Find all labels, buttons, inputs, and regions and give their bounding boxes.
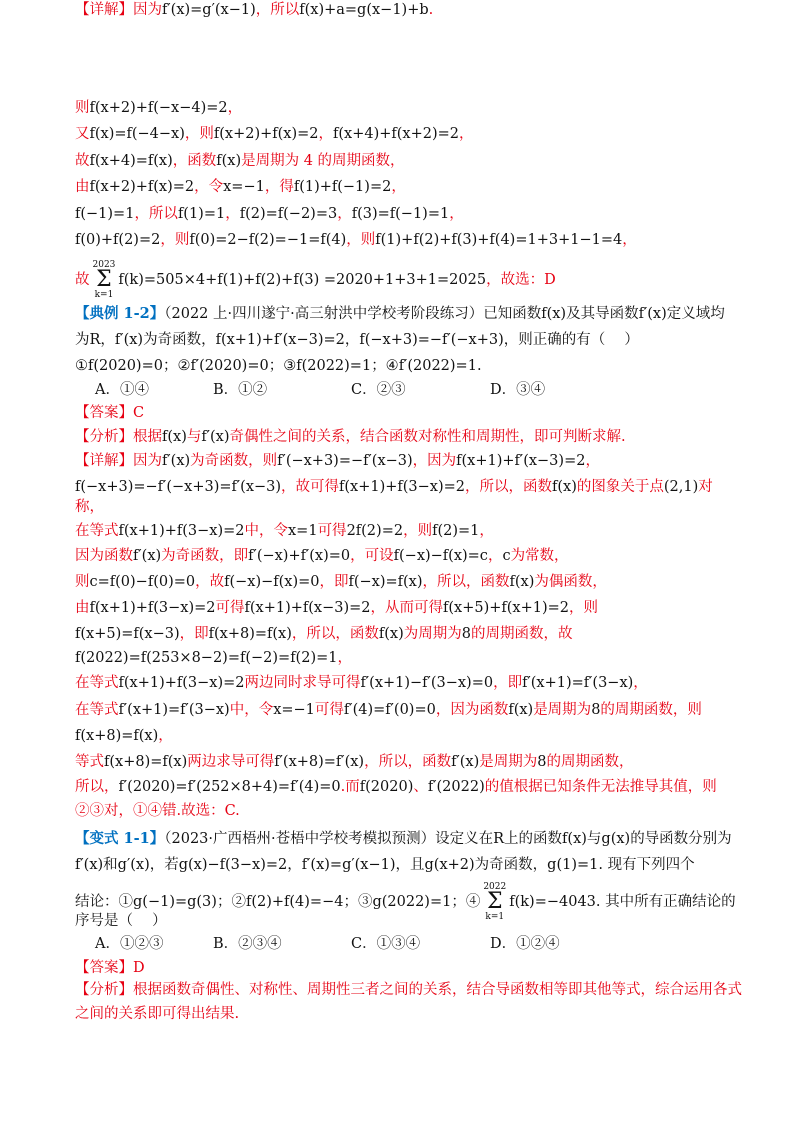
text-segment: 的周期函数， — [546, 754, 634, 770]
text-segment: 结论：① — [75, 894, 133, 910]
text-segment: ， — [449, 206, 464, 222]
math-expression: f′(2022)=1 — [398, 358, 477, 374]
text-segment: 在等式 — [75, 702, 119, 718]
answer-option: A．①④ — [95, 382, 149, 398]
text-line — [75, 497, 740, 517]
text-segment: 【详解】因为 — [75, 453, 162, 469]
math-expression: f′(x+1)−f′(3−x)=0 — [360, 675, 494, 691]
text-line — [75, 124, 740, 144]
text-line — [75, 1004, 740, 1024]
text-segment: ，即 — [179, 626, 209, 642]
math-expression: f(k)=505×4+f(1)+f(2)+f(3) — [118, 272, 320, 288]
math-expression: f(−x+3)=−f′(−x+3)=f′(x−3) — [75, 479, 282, 495]
text-line — [75, 980, 740, 1000]
text-segment: ，故选：D — [486, 272, 556, 288]
text-line — [75, 700, 740, 720]
text-segment: 可得 — [317, 523, 347, 539]
text-segment: 中，令 — [229, 702, 274, 718]
text-line — [75, 230, 740, 250]
text-segment: ，故 — [195, 574, 225, 590]
math-expression: f(x) — [508, 702, 534, 718]
text-segment: ， — [337, 650, 352, 666]
text-segment: 为奇函数， — [474, 857, 548, 873]
math-expression: f′(2022) — [427, 779, 485, 795]
math-expression: 8 — [537, 754, 547, 770]
text-segment: 可得 — [314, 702, 344, 718]
math-expression: f(2022)=f(253×8−2)=f(−2)=f(2)=1 — [75, 650, 338, 666]
text-segment: 的图象关于点 — [576, 479, 664, 495]
math-expression: =2020+1+3+1=2025 — [319, 272, 487, 288]
text-segment: 是周期为 — [479, 754, 538, 770]
text-segment: 所以， — [75, 779, 119, 795]
text-segment: . 其中所有正确结论的 — [595, 894, 736, 910]
text-line — [75, 673, 740, 693]
text-segment: 在等式 — [75, 523, 119, 539]
summation-lower-bound: k=1 — [94, 290, 114, 300]
text-segment: 为周期为 — [403, 626, 462, 642]
math-expression: x=1 — [288, 523, 318, 539]
text-segment: ，且 — [395, 857, 425, 873]
math-expression: f′(2020)=f′(252×8+4)=f′(4)=0 — [118, 779, 341, 795]
text-segment: . — [428, 2, 434, 18]
math-expression: f(2)+f(4)=−4 — [245, 894, 344, 910]
text-line — [75, 177, 740, 197]
text-segment: ， — [225, 206, 240, 222]
math-expression: f(x+5)+f(x+1)=2 — [443, 600, 569, 616]
math-expression: f(x+1)+f(3−x)=2 — [339, 479, 466, 495]
math-expression: f(x)+a=g(x−1)+b — [299, 2, 429, 18]
text-segment: 是周期为 — [533, 702, 592, 718]
math-expression: f(−x+3)=−f′(−x+3) — [359, 332, 504, 348]
math-expression: f′(x) — [451, 754, 480, 770]
text-segment: 序号是（ ） — [75, 913, 167, 929]
text-line — [75, 427, 740, 447]
text-line — [75, 521, 740, 541]
text-segment: ，则 — [569, 600, 598, 616]
answer-option: D．①②④ — [490, 936, 560, 952]
text-segment: ，即 — [319, 574, 349, 590]
math-expression: f(x+1)+f(3−x)=2 — [118, 523, 245, 539]
text-line — [75, 151, 740, 171]
text-segment: 【答案】 — [75, 405, 133, 421]
text-line — [75, 403, 740, 423]
math-expression: 8 — [461, 626, 471, 642]
math-expression: R — [89, 332, 101, 348]
math-expression: f(x+4)=f(x) — [89, 153, 173, 169]
text-segment: 定义域均 — [666, 306, 725, 322]
text-segment: ，故可得 — [281, 479, 340, 495]
math-expression: f′(2020)=0 — [190, 358, 269, 374]
text-segment: ；④ — [451, 894, 481, 910]
math-expression: f(x+8)=f(x) — [104, 754, 188, 770]
math-expression: x=−1 — [223, 179, 265, 195]
text-segment: ，所以，函数 — [465, 479, 553, 495]
text-line — [75, 624, 740, 644]
text-segment: ，所以，函数 — [364, 754, 452, 770]
math-expression: f(x+8)=f(x) — [208, 626, 292, 642]
math-expression: f(1)=1 — [177, 206, 226, 222]
math-expression: f(x+1)+f′(x−3)=2 — [215, 332, 345, 348]
math-expression: f′(x+1)=f′(3−x) — [522, 675, 634, 691]
text-line — [75, 204, 740, 224]
text-segment: 上的函数 — [504, 831, 563, 847]
text-line — [75, 598, 740, 618]
math-expression: f′(x) — [114, 332, 144, 348]
text-segment: ，则 — [184, 126, 214, 142]
text-segment: 的值根据已知条件无法推导其值，则 — [484, 779, 717, 795]
math-expression: f′(x) — [638, 306, 667, 322]
text-segment: ；③ — [343, 894, 373, 910]
text-segment: 两边求导可得 — [187, 754, 275, 770]
text-segment: 【分析】根据 — [75, 429, 162, 445]
math-expression: f′(x) — [201, 429, 230, 445]
text-segment: ， — [459, 126, 474, 142]
text-segment: ，可设 — [350, 548, 394, 564]
text-segment: 为偶函数， — [534, 574, 607, 590]
math-expression: f′(x) — [162, 453, 191, 469]
text-segment: 之间的关系即可得出结果. — [75, 1006, 240, 1022]
text-segment: ；③ — [268, 358, 297, 374]
math-expression: f(x+1)+f′(x−3)=2 — [456, 453, 586, 469]
math-expression: f′(−x)+f′(x)=0 — [248, 548, 351, 564]
math-expression: f(−x)−f(x)=0 — [224, 574, 320, 590]
math-expression: f(2020)=0 — [88, 358, 163, 374]
text-segment: 因为函数 — [75, 548, 133, 564]
text-segment: ，则 — [160, 232, 190, 248]
text-segment: 的周期函数，则 — [600, 702, 702, 718]
text-segment: 为 — [75, 332, 90, 348]
text-line — [75, 855, 740, 875]
text-segment: ， — [585, 453, 600, 469]
math-expression: (2,1) — [663, 479, 699, 495]
math-expression: f′(−x+3)=−f′(x−3) — [277, 453, 413, 469]
text-segment: ， — [318, 126, 334, 142]
section-label: 【变式 1-1】 — [75, 830, 165, 847]
text-line — [75, 451, 740, 471]
text-segment: 与 — [586, 831, 602, 847]
text-segment: D — [133, 960, 145, 976]
math-expression: f(0)=2−f(2)=−1=f(4) — [189, 232, 347, 248]
text-segment: 【分析】根据函数奇偶性、对称性、周期性三者之间的关系，结合导函数相等即其他等式，综合运用各式 — [75, 982, 742, 998]
answer-option: B．①② — [213, 382, 268, 398]
text-segment: 称， — [75, 499, 104, 515]
text-segment: ， — [287, 857, 302, 873]
text-segment: 为奇函数， — [143, 332, 216, 348]
math-expression: f(x+2)+f(−x−4)=2 — [89, 100, 228, 116]
math-expression: f(x)=f(−4−x) — [89, 126, 185, 142]
text-line — [75, 801, 740, 821]
math-expression: f′(x)=g′(x−1) — [162, 2, 256, 18]
math-expression: f(−1)=1 — [75, 206, 135, 222]
text-segment: ，得 — [264, 179, 294, 195]
text-line — [75, 958, 740, 978]
text-segment: 由 — [75, 179, 90, 195]
text-segment: 、 — [413, 779, 428, 795]
text-segment: 又 — [75, 126, 90, 142]
text-segment: ，则 — [346, 232, 376, 248]
text-segment: ；④ — [371, 358, 399, 374]
text-line — [75, 648, 740, 668]
math-expression: f′(x+8)=f′(x) — [274, 754, 365, 770]
sigma-glyph: Σ — [487, 889, 503, 914]
text-segment: 等式 — [75, 754, 104, 770]
math-expression: g(x) — [601, 831, 631, 847]
text-segment: ，则 — [403, 523, 433, 539]
text-segment: 中，令 — [244, 523, 288, 539]
math-expression: f(−x)=f(x) — [348, 574, 423, 590]
text-segment: ，所以 — [255, 2, 300, 18]
text-line — [75, 304, 740, 324]
math-expression: f(x+5)=f(x−3) — [75, 626, 180, 642]
text-segment: 及其导函数 — [566, 306, 639, 322]
text-line — [75, 752, 740, 772]
text-segment: ，从而可得 — [370, 600, 443, 616]
text-segment: ，因为函数 — [435, 702, 509, 718]
math-expression: f′(x)=g′(x−1) — [301, 857, 396, 873]
math-expression: f(1)+f(−1)=2 — [293, 179, 392, 195]
math-expression: f(0)+f(2)=2 — [75, 232, 161, 248]
math-expression: f(x+1)+f(3−x)=2 — [118, 675, 245, 691]
text-segment: ，所以，函数 — [291, 626, 379, 642]
text-segment: ，即 — [493, 675, 523, 691]
text-line — [75, 572, 740, 592]
text-line — [75, 356, 740, 376]
math-expression: R — [493, 831, 505, 847]
answer-option: C．①③④ — [351, 936, 421, 952]
text-line — [75, 777, 740, 797]
sigma-glyph: Σ — [96, 267, 112, 292]
math-expression: f′(x) — [75, 857, 104, 873]
text-segment: ， — [337, 206, 352, 222]
text-segment: 【详解】因为 — [75, 2, 162, 18]
text-segment: 由 — [75, 600, 90, 616]
text-segment: ，因为 — [412, 453, 457, 469]
text-segment: C — [133, 405, 145, 421]
text-segment: ，若 — [149, 857, 179, 873]
math-expression: f(k)=−4043 — [509, 894, 596, 910]
text-segment: （2023·广西梧州·苍梧中学校考模拟预测）设定义在 — [164, 831, 494, 847]
math-expression: f(1)+f(2)+f(3)+f(4)=1+3+1−1=4 — [375, 232, 623, 248]
math-expression: 8 — [591, 702, 601, 718]
text-line — [75, 546, 740, 566]
text-line — [75, 330, 740, 350]
math-expression: f(2022)=1 — [296, 358, 372, 374]
text-segment: ， — [158, 728, 173, 744]
text-segment: 【答案】 — [75, 960, 133, 976]
math-expression: f(2)=1 — [432, 523, 480, 539]
text-segment: ， — [391, 179, 406, 195]
text-segment: 可得 — [215, 600, 245, 616]
text-segment: ；② — [216, 894, 246, 910]
text-segment: 为奇函数，则 — [190, 453, 278, 469]
math-expression: g(1)=1 — [547, 857, 599, 873]
math-expression: g(x)−f(3−x)=2 — [178, 857, 288, 873]
text-segment: ；② — [162, 358, 191, 374]
math-expression: f(x+1)+f(3−x)=2 — [89, 600, 216, 616]
text-segment: ， — [227, 100, 243, 116]
math-expression: f(x+1)+f(x−3)=2 — [244, 600, 371, 616]
text-segment: 则 — [75, 574, 90, 590]
text-segment: 对 — [698, 479, 713, 495]
text-segment: 是周期为 4 的周期函数， — [241, 153, 405, 169]
summation-upper-bound: 2023 — [92, 260, 116, 270]
text-segment: （2022 上·四川遂宁·高三射洪中学校考阶段练习）已知函数 — [164, 306, 542, 322]
text-segment: 为奇函数，即 — [161, 548, 249, 564]
answer-option: B．②③④ — [213, 936, 282, 952]
math-expression: f(x) — [162, 429, 187, 445]
math-expression: x=−1 — [273, 702, 315, 718]
summation-upper-bound: 2022 — [483, 882, 507, 892]
text-segment: 奇偶性之间的关系，结合函数对称性和周期性，即可判断求解. — [229, 429, 626, 445]
text-line — [75, 98, 740, 118]
text-segment: ， — [344, 332, 360, 348]
answer-option: D．③④ — [490, 382, 546, 398]
text-segment: ，则正确的有（ ） — [503, 332, 639, 348]
text-line — [75, 0, 740, 20]
math-expression: f(3)=f(−1)=1 — [351, 206, 450, 222]
section-label: 【典例 1-2】 — [75, 305, 165, 322]
text-line — [75, 726, 740, 746]
math-expression: f(x) — [378, 626, 404, 642]
math-expression: f′(x) — [133, 548, 162, 564]
text-segment: ， — [633, 675, 648, 691]
math-expression: f(x) — [216, 153, 242, 169]
math-expression: f(x) — [552, 479, 577, 495]
text-segment: ，令 — [194, 179, 224, 195]
math-expression: 2f(2)=2 — [346, 523, 404, 539]
math-expression: g(−1)=g(3) — [133, 894, 217, 910]
text-line — [75, 477, 740, 497]
text-segment: 故 — [75, 272, 90, 288]
math-expression: f(x) — [509, 574, 535, 590]
text-segment: ，所以 — [134, 206, 178, 222]
text-segment: 为常数， — [510, 548, 569, 564]
answer-option: A．①②③ — [95, 936, 164, 952]
text-segment: . 现有下列四个 — [598, 857, 695, 873]
math-expression: g′(x) — [117, 857, 150, 873]
text-segment: ， — [487, 548, 503, 564]
text-line — [75, 911, 740, 931]
text-segment: ②③对，①④错.故选：C. — [75, 803, 240, 819]
math-expression: f(x+2)+f(x)=2 — [89, 179, 195, 195]
text-line — [75, 829, 740, 849]
text-segment: 则 — [75, 100, 90, 116]
math-expression: f(x+2)+f(x)=2 — [213, 126, 319, 142]
text-segment: 的周期函数，故 — [470, 626, 573, 642]
text-segment: ，函数 — [172, 153, 217, 169]
math-expression: f(x) — [541, 306, 567, 322]
math-expression: c — [502, 548, 511, 564]
math-expression: f′(4)=f′(0)=0 — [343, 702, 436, 718]
summation-symbol — [93, 260, 116, 300]
math-expression: c=f(0)−f(0)=0 — [89, 574, 196, 590]
math-expression: g(x+2) — [424, 857, 475, 873]
summation-lower-bound: k=1 — [485, 912, 505, 922]
text-segment: ① — [75, 358, 88, 374]
math-expression: f′(x+1)=f′(3−x) — [118, 702, 230, 718]
text-segment: 两边同时求导可得 — [244, 675, 361, 691]
text-segment: 的导函数分别为 — [630, 831, 732, 847]
text-segment: 与 — [186, 429, 202, 445]
answer-option: C．②③ — [351, 382, 406, 398]
text-segment: 和 — [103, 857, 118, 873]
text-segment: .而 — [340, 779, 360, 795]
text-segment: 故 — [75, 153, 90, 169]
text-segment: ，所以，函数 — [422, 574, 510, 590]
text-segment: ， — [479, 523, 494, 539]
text-segment: ， — [622, 232, 637, 248]
math-expression: f(2)=f(−2)=3 — [239, 206, 338, 222]
math-expression: f(x+8)=f(x) — [75, 728, 159, 744]
math-expression: f(x) — [562, 831, 587, 847]
math-expression: f(x+4)+f(x+2)=2 — [333, 126, 460, 142]
math-expression: f(−x)−f(x)=c — [393, 548, 488, 564]
text-segment: . — [476, 358, 482, 374]
text-line — [75, 260, 740, 300]
text-segment: ， — [100, 332, 115, 348]
math-expression: g(2022)=1 — [372, 894, 452, 910]
text-segment: 在等式 — [75, 675, 119, 691]
math-expression: f(2020) — [359, 779, 414, 795]
